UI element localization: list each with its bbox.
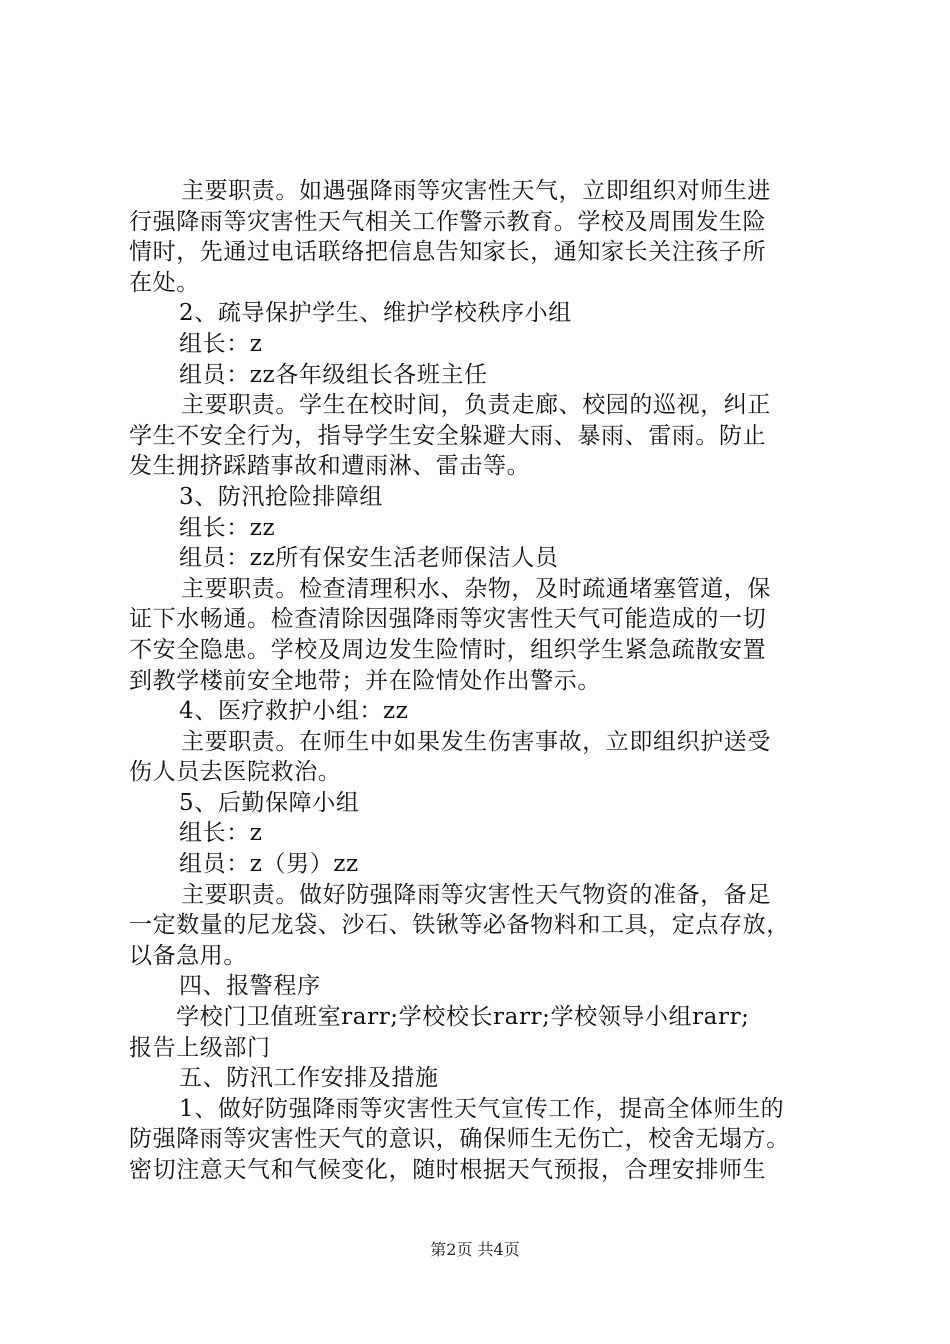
text-line: 学校门卫值班室rarr;学校校长rarr;学校领导小组rarr;: [176, 1004, 750, 1031]
text-line: 组员：zz所有保安生活老师保洁人员: [179, 545, 559, 572]
text-line: 在处。: [129, 269, 200, 296]
text-line: 组长：z: [179, 820, 263, 847]
document-body: [129, 176, 841, 1186]
text-line: 5、后勤保障小组: [179, 789, 360, 816]
text-line: 主要职责。在师生中如果发生伤害事故，立即组织护送受: [181, 728, 771, 755]
text-line: 发生拥挤踩踏事故和遭雨淋、雷击等。: [129, 453, 531, 480]
text-line: 密切注意天气和气候变化，随时根据天气预报，合理安排师生: [129, 1157, 767, 1183]
text-line: 四、报警程序: [179, 973, 321, 1000]
text-line: 1、做好防强降雨等灾害性天气宣传工作，提高全体师生的: [179, 1095, 785, 1122]
text-line: 防强降雨等灾害性天气的意识，确保师生无伤亡，校舍无塌方。: [129, 1126, 790, 1153]
text-line: 组员：z（男）zz: [179, 851, 359, 878]
text-line: 组长：zz: [179, 514, 276, 541]
text-line: 主要职责。做好防强降雨等灾害性天气物资的准备，备足: [181, 881, 771, 908]
text-line: 3、防汛抢险排障组: [179, 483, 384, 510]
text-line: 主要职责。检查清理积水、杂物，及时疏通堵塞管道，保: [181, 575, 771, 602]
text-line: 主要职责。如遇强降雨等灾害性天气，立即组织对师生进: [181, 178, 771, 204]
text-line: 五、防汛工作安排及措施: [179, 1065, 439, 1092]
text-line: 伤人员去医院救治。: [129, 759, 342, 786]
text-line: 以备急用。: [129, 942, 247, 969]
text-line: 到教学楼前安全地带；并在险情处作出警示。: [129, 667, 601, 694]
text-line: 主要职责。学生在校时间，负责走廊、校园的巡视，纠正: [181, 392, 771, 419]
page-footer: 第2页 共4页: [430, 1240, 520, 1259]
text-line: 情时，先通过电话联络把信息告知家长，通知家长关注孩子所: [129, 239, 767, 266]
text-line: 不安全隐患。学校及周边发生险情时，组织学生紧急疏散安置: [129, 636, 767, 663]
text-line: 学生不安全行为，指导学生安全躲避大雨、暴雨、雷雨。防止: [129, 422, 767, 449]
text-line: 证下水畅通。检查清除因强降雨等灾害性天气可能造成的一切: [129, 606, 767, 633]
text-line: 组员：zz各年级组长各班主任: [179, 361, 488, 388]
text-line: 组长：z: [179, 330, 263, 357]
text-line: 2、疏导保护学生、维护学校秩序小组: [179, 300, 572, 327]
text-line: 4、医疗救护小组：zz: [179, 698, 409, 725]
text-line: 行强降雨等灾害性天气相关工作警示教育。学校及周围发生险: [129, 208, 767, 235]
text-line: 报告上级部门: [129, 1034, 271, 1061]
text-line: 一定数量的尼龙袋、沙石、铁锹等必备物料和工具，定点存放，: [129, 912, 790, 939]
